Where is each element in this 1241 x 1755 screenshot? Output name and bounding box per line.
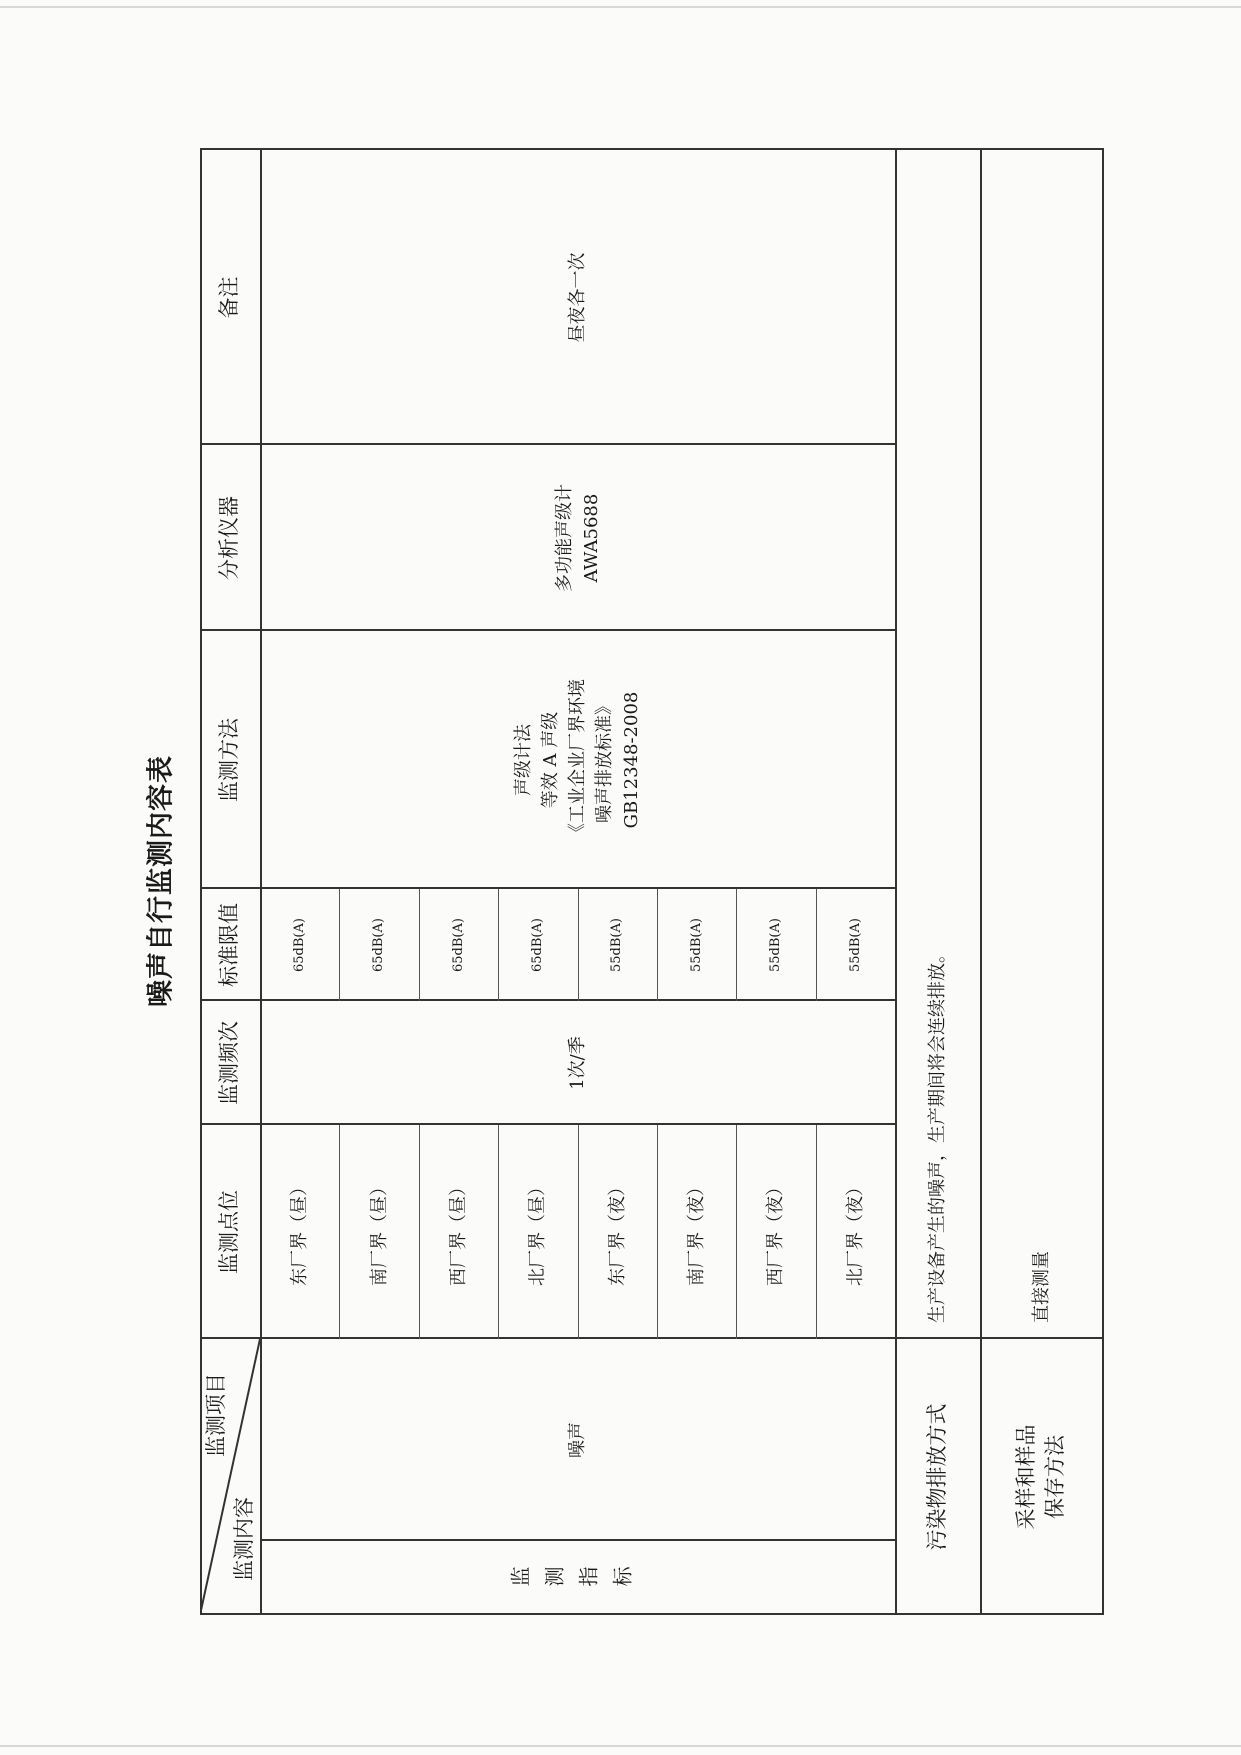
limit-cell: 55dB(A)	[688, 918, 704, 972]
discharge-label: 污染物排放方式	[924, 1403, 949, 1551]
indicator-label: 监测指标	[509, 1566, 646, 1590]
point-cell: 西厂界（夜）	[765, 1178, 787, 1286]
point-cell: 北厂界（昼）	[527, 1178, 549, 1286]
limit-cell: 55dB(A)	[609, 918, 625, 972]
scan-artifact	[0, 1745, 1241, 1747]
method-value: 声级计法 等效 A 声级 《工业企业厂界环境 噪声排放标准》 GB12348-2008	[513, 679, 642, 841]
point-cell: 东厂界（夜）	[606, 1178, 628, 1286]
header-method: 监测方法	[217, 718, 242, 802]
header-frequency: 监测频次	[217, 1021, 242, 1105]
limit-cell: 65dB(A)	[530, 918, 546, 972]
header-limit: 标准限值	[217, 903, 242, 987]
point-cell: 西厂界（昼）	[447, 1178, 469, 1286]
header-content: 监测内容	[232, 1497, 257, 1581]
monitoring-table	[200, 148, 1104, 1615]
point-cell: 北厂界（夜）	[844, 1178, 866, 1286]
point-cell: 东厂界（昼）	[289, 1178, 311, 1286]
discharge-value: 生产设备产生的噪声，生产期间将会连续排放。	[927, 945, 948, 1323]
point-cell: 南厂界（昼）	[368, 1178, 390, 1286]
remark-value: 昼夜各一次	[567, 252, 588, 343]
instrument-value: 多功能声级计 AWA5688	[553, 484, 602, 592]
limit-cell: 65dB(A)	[450, 918, 466, 972]
item-noise: 噪声	[567, 1422, 588, 1458]
header-item: 监测项目	[204, 1373, 229, 1457]
limit-cell: 65dB(A)	[291, 918, 307, 972]
table-border	[1102, 148, 1104, 1615]
sampling-value: 直接测量	[1030, 1251, 1052, 1323]
sampling-label: 采样和样品 保存方法	[1013, 1424, 1067, 1530]
point-cell: 南厂界（夜）	[686, 1178, 708, 1286]
header-instrument: 分析仪器	[217, 496, 242, 580]
scan-artifact	[0, 6, 1241, 8]
limit-cell: 55dB(A)	[847, 918, 863, 972]
header-remark: 备注	[217, 276, 242, 319]
frequency-value: 1次/季	[567, 1036, 588, 1090]
page-title: 噪声自行监测内容表	[145, 755, 177, 1007]
limit-cell: 65dB(A)	[371, 918, 387, 972]
limit-cell: 55dB(A)	[768, 918, 784, 972]
header-point: 监测点位	[217, 1190, 242, 1274]
